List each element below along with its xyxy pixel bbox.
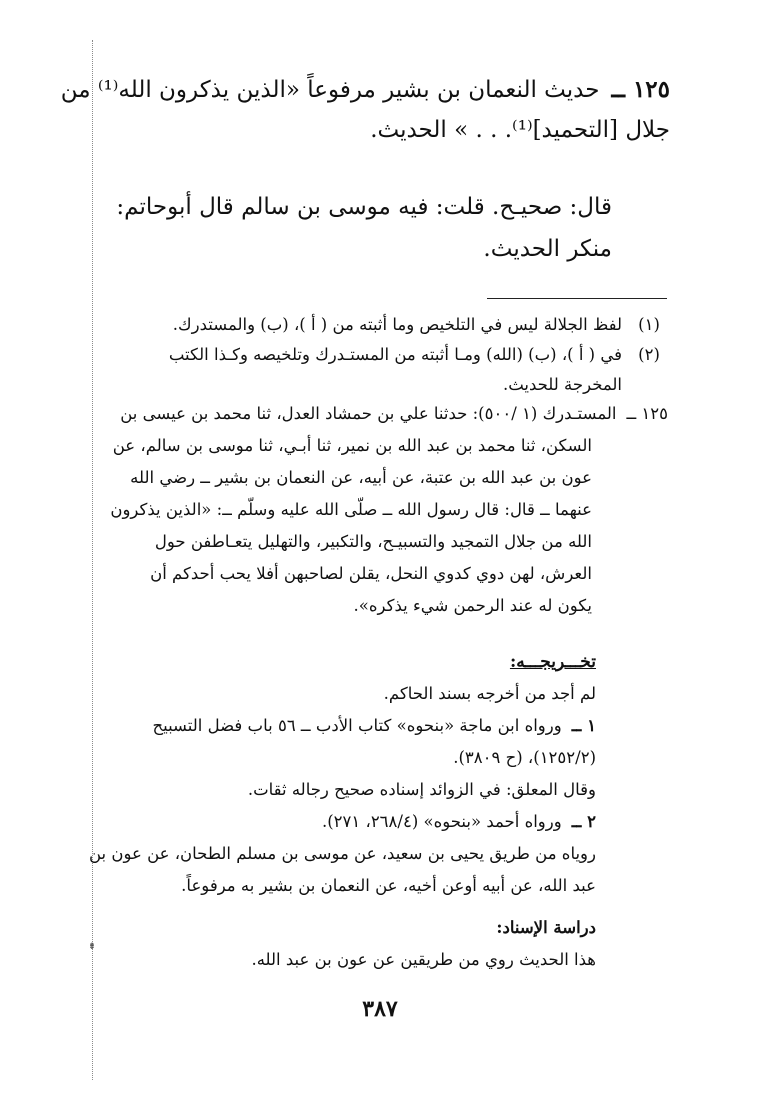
takhrij-item-2-line-2: روياه من طريق يحيى بن سعيد، عن موسى بن مسلم الطحان، عن عون بن bbox=[88, 844, 596, 863]
comment-line-1: قال: صحيـح. قلت: فيه موسى بن سالم قال أبوحاتم: bbox=[116, 194, 612, 220]
isnad-heading: دراسة الإسناد: bbox=[496, 918, 596, 937]
takhrij-item-1: ١ ــورواه ابن ماجة «بنحوه» كتاب الأدب ــ ٥٦ باب فضل التسبيح bbox=[106, 710, 596, 742]
page-number: ٣٨٧ bbox=[362, 996, 398, 1022]
hadith-line-5: الله من جلال التمجيد والتسبيـح، والتكبير، والتهليل يتعـاطفن حول bbox=[154, 532, 592, 551]
main-entry bbox=[60, 70, 670, 150]
hadith-line-3: عون بن عبد الله بن عتبة، عن أبيه، عن النعمان بن بشير ــ رضي الله bbox=[130, 468, 592, 487]
footnote-1: (١)لفظ الجلالة ليس في التلخيص وما أثبته من ( أ )، (ب) والمستدرك. bbox=[110, 310, 668, 340]
isnad-line: هذا الحديث روي من طريقين عن عون بن عبد الله. bbox=[251, 950, 596, 969]
takhrij-item-1-continuation: (١٢٥٢/٢)، (ح ٣٨٠٩). bbox=[453, 748, 596, 767]
footnote-1-number: (١) bbox=[638, 315, 660, 334]
takhrij-item-2-line-3: عبد الله، عن أبيه أوعن أخيه، عن النعمان بن بشير به مرفوعاً. bbox=[181, 876, 596, 895]
footnote-2-number: (٢) bbox=[638, 345, 660, 364]
hadith-line-4: عنهما ــ قال: قال رسول الله ــ صلّى الله عليه وسلّم ــ: «الذين يذكرون bbox=[110, 500, 592, 519]
takhrij-section bbox=[88, 646, 596, 902]
footnote-2-continuation: المخرجة للحديث. bbox=[502, 375, 622, 394]
hadith-text bbox=[110, 398, 668, 622]
footnote-2: (٢)في ( أ )، (ب) (الله) ومـا أثبته من المستـدرك وتلخيصه وكـذا الكتب bbox=[110, 340, 668, 370]
takhrij-muallaq: وقال المعلق: في الزوائد إسناده صحيح رجاله ثقات. bbox=[247, 780, 596, 799]
takhrij-item-2-number: ٢ ــ bbox=[571, 812, 596, 831]
isnad-section bbox=[106, 912, 596, 976]
hadith-line-6: العرش، لهن دوي كدوي النحل، يقلن لصاحبهن أفلا يحب أحدكم أن bbox=[150, 564, 592, 583]
hadith-number: ١٢٥ ــ bbox=[626, 404, 668, 423]
main-entry-line-1: ١٢٥ ــحديث النعمان بن بشير مرفوعاً «الذين يذكرون الله⁽¹⁾ من bbox=[110, 70, 670, 110]
hadith-line-2: السكن، ثنا محمد بن عبد الله بن نمير، ثنا أبـي، ثنا موسى بن سالم، عن bbox=[112, 436, 592, 455]
footnote-separator bbox=[487, 298, 667, 299]
footnotes bbox=[110, 310, 668, 400]
takhrij-item-1-number: ١ ــ bbox=[571, 716, 596, 735]
margin-mark: ⇟ bbox=[88, 938, 96, 952]
main-entry-number: ١٢٥ ــ bbox=[611, 76, 670, 103]
comment-line-2: منكر الحديث. bbox=[483, 236, 612, 262]
margin-dotted-line bbox=[92, 40, 93, 1080]
takhrij-intro: لم أجد من أخرجه بسند الحاكم. bbox=[383, 684, 596, 703]
hadith-line-7: يكون له عند الرحمن شيء يذكره». bbox=[353, 596, 592, 615]
grading-comment bbox=[110, 186, 612, 270]
main-entry-line-2: جلال [التحميد]⁽¹⁾. . . » الحديث. bbox=[370, 117, 670, 143]
takhrij-item-2: ٢ ــورواه أحمد «بنحوه» (٢٦٨/٤، ٢٧١). bbox=[106, 806, 596, 838]
takhrij-heading: تخـــريجـــه: bbox=[509, 652, 596, 672]
hadith-line-1: ١٢٥ ــالمستـدرك (١ /٥٠٠): حدثنا علي بن حمشاد العدل، ثنا محمد بن عيسى بن bbox=[110, 398, 668, 430]
